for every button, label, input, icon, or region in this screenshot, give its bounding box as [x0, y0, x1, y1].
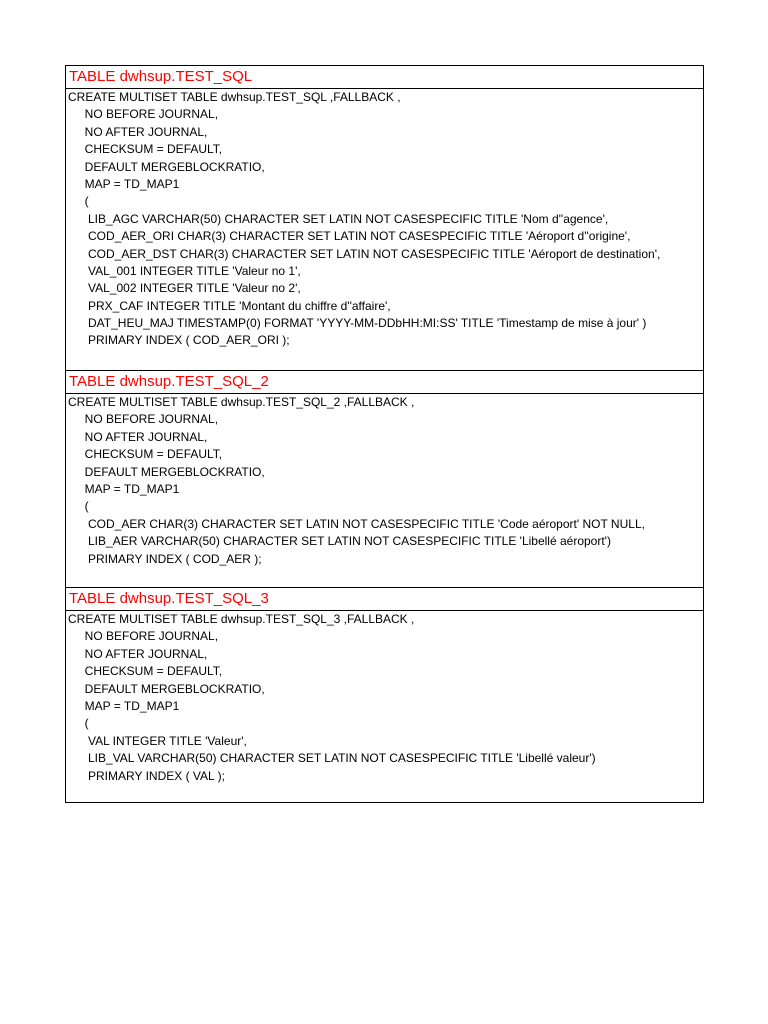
table-block-test-sql-3	[66, 587, 703, 802]
ddl-line: NO AFTER JOURNAL,	[68, 429, 208, 444]
ddl-line: (	[68, 194, 89, 209]
ddl-line: PRIMARY INDEX ( COD_AER );	[68, 551, 262, 566]
ddl-line: NO AFTER JOURNAL,	[68, 124, 208, 139]
ddl-line: COD_AER_ORI CHAR(3) CHARACTER SET LATIN NOT CASESPECIFIC TITLE 'Aéroport d''origine',	[68, 229, 631, 244]
ddl-line: PRX_CAF INTEGER TITLE 'Montant du chiffre d''affaire',	[68, 298, 391, 313]
ddl-line: DAT_HEU_MAJ TIMESTAMP(0) FORMAT 'YYYY-MM-DDbHH:MI:SS' TITLE 'Timestamp de mise à jour' )	[68, 316, 647, 331]
ddl-line: CREATE MULTISET TABLE dwhsup.TEST_SQL ,FALLBACK ,	[68, 90, 401, 104]
ddl-statement	[66, 611, 703, 802]
ddl-line: NO BEFORE JOURNAL,	[68, 412, 219, 427]
ddl-line: CREATE MULTISET TABLE dwhsup.TEST_SQL_2 ,FALLBACK ,	[68, 395, 415, 409]
ddl-line: COD_AER CHAR(3) CHARACTER SET LATIN NOT CASESPECIFIC TITLE 'Code aéroport' NOT NULL,	[68, 516, 645, 531]
ddl-line: CHECKSUM = DEFAULT,	[68, 142, 223, 157]
table-title: TABLE dwhsup.TEST_SQL	[66, 66, 703, 89]
ddl-line: VAL INTEGER TITLE 'Valeur',	[68, 733, 247, 748]
ddl-line: DEFAULT MERGEBLOCKRATIO,	[68, 464, 265, 479]
ddl-line: PRIMARY INDEX ( COD_AER_ORI );	[68, 333, 290, 348]
ddl-statement	[66, 394, 703, 587]
ddl-line: CREATE MULTISET TABLE dwhsup.TEST_SQL_3 ,FALLBACK ,	[68, 612, 415, 626]
ddl-line: NO AFTER JOURNAL,	[68, 646, 208, 661]
ddl-line: CHECKSUM = DEFAULT,	[68, 447, 223, 462]
ddl-line: PRIMARY INDEX ( VAL );	[68, 768, 225, 783]
ddl-line: DEFAULT MERGEBLOCKRATIO,	[68, 159, 265, 174]
ddl-line: DEFAULT MERGEBLOCKRATIO,	[68, 681, 265, 696]
ddl-line: (	[68, 499, 89, 514]
ddl-line: MAP = TD_MAP1	[68, 481, 180, 496]
ddl-line: CHECKSUM = DEFAULT,	[68, 664, 223, 679]
ddl-line: VAL_002 INTEGER TITLE 'Valeur no 2',	[68, 281, 301, 296]
table-title: TABLE dwhsup.TEST_SQL_3	[66, 588, 703, 611]
ddl-line: LIB_AGC VARCHAR(50) CHARACTER SET LATIN NOT CASESPECIFIC TITLE 'Nom d''agence',	[68, 211, 609, 226]
ddl-line: LIB_AER VARCHAR(50) CHARACTER SET LATIN NOT CASESPECIFIC TITLE 'Libellé aéroport')	[68, 534, 611, 549]
table-definitions-sheet	[65, 65, 704, 803]
ddl-line: NO BEFORE JOURNAL,	[68, 629, 219, 644]
ddl-line: COD_AER_DST CHAR(3) CHARACTER SET LATIN NOT CASESPECIFIC TITLE 'Aéroport de destination',	[68, 246, 661, 261]
ddl-statement	[66, 89, 703, 370]
table-block-test-sql	[66, 66, 703, 370]
ddl-line: LIB_VAL VARCHAR(50) CHARACTER SET LATIN NOT CASESPECIFIC TITLE 'Libellé valeur')	[68, 751, 596, 766]
ddl-line: MAP = TD_MAP1	[68, 698, 180, 713]
table-title: TABLE dwhsup.TEST_SQL_2	[66, 371, 703, 394]
ddl-line: (	[68, 716, 89, 731]
table-block-test-sql-2	[66, 370, 703, 587]
ddl-line: NO BEFORE JOURNAL,	[68, 107, 219, 122]
ddl-line: VAL_001 INTEGER TITLE 'Valeur no 1',	[68, 263, 301, 278]
ddl-line: MAP = TD_MAP1	[68, 176, 180, 191]
